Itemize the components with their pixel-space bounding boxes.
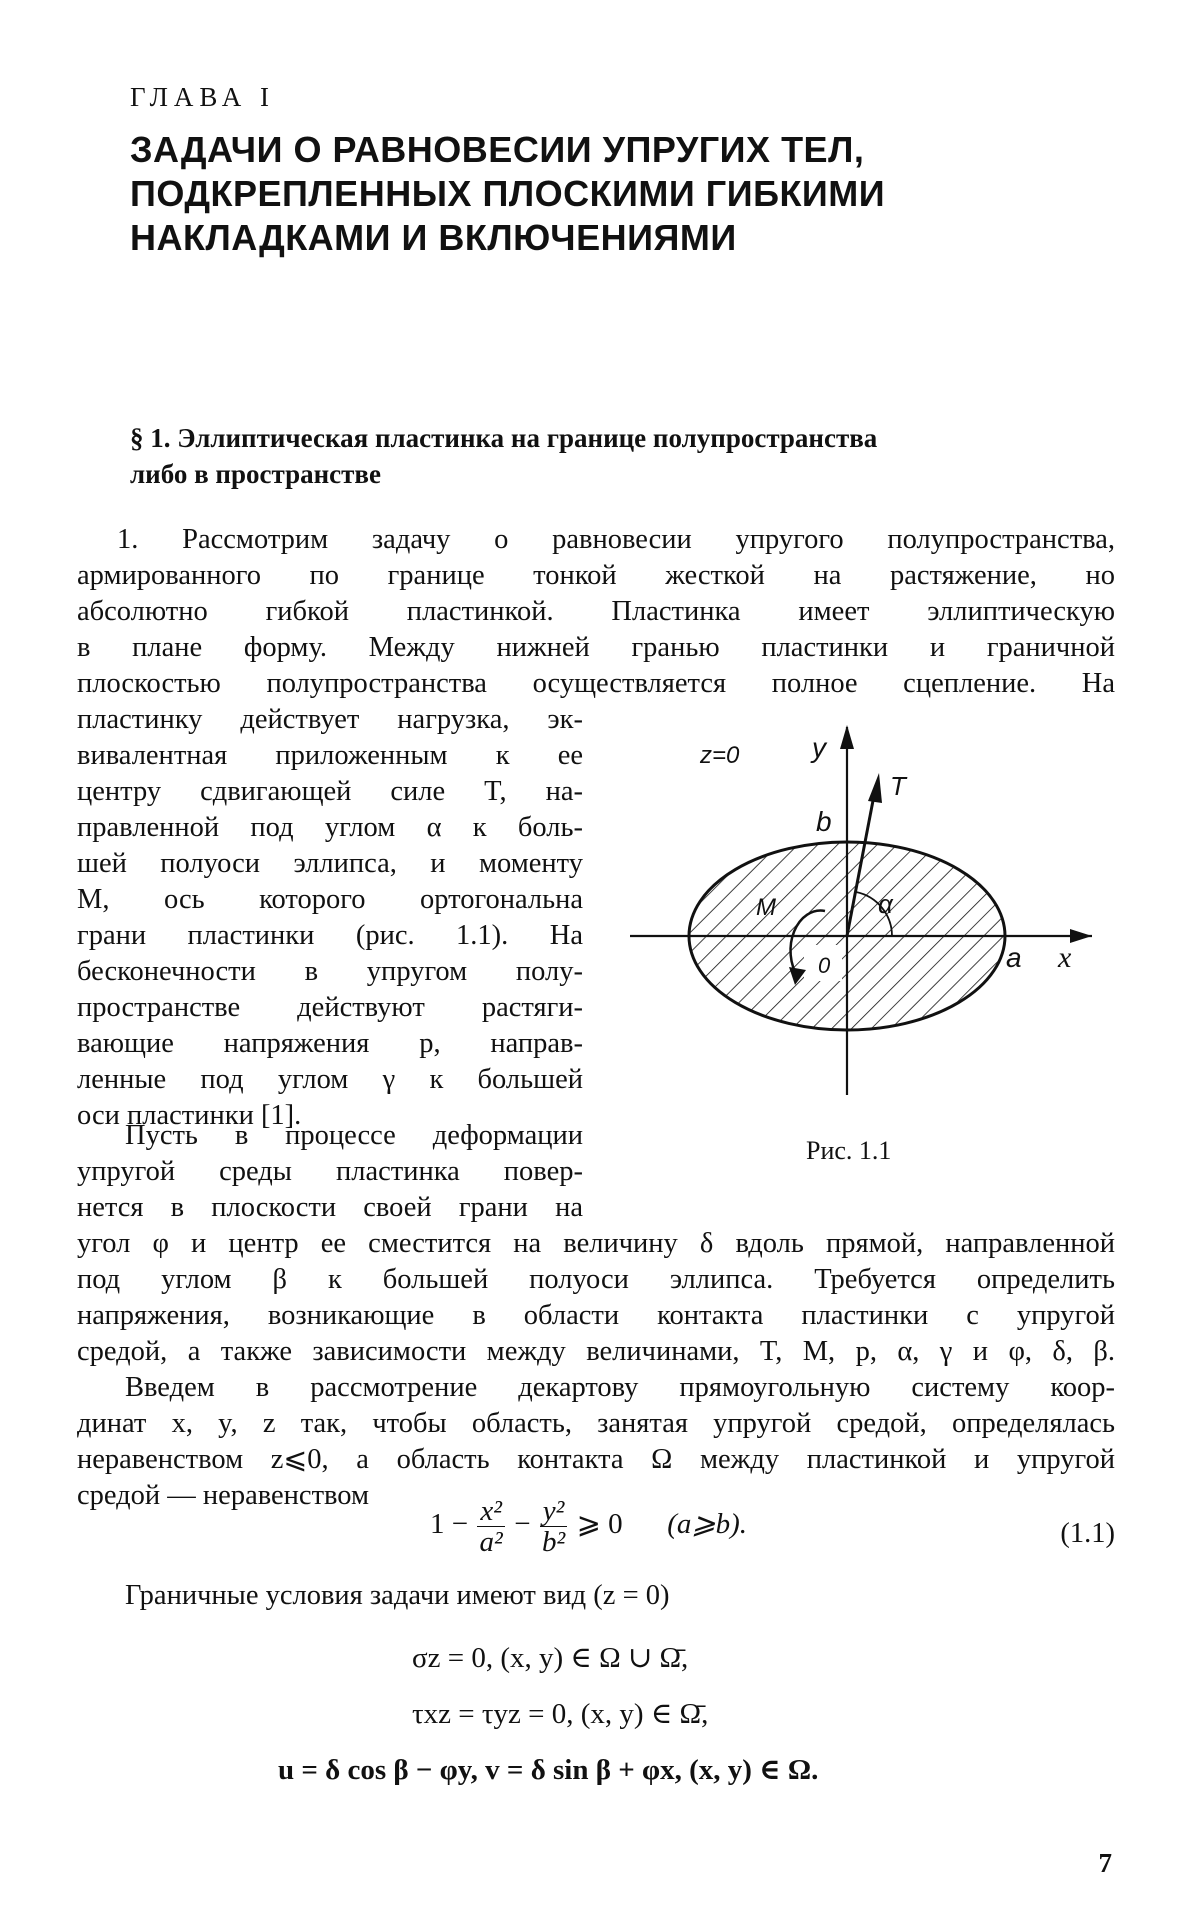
text-line: Пусть в процессе деформации	[125, 1120, 583, 1151]
text-line: грани пластинки (рис. 1.1). На	[77, 920, 583, 951]
text-line: правленной под углом α к боль-	[77, 812, 583, 843]
b-label: b	[816, 806, 832, 837]
force-T-arrowhead	[868, 773, 882, 803]
text-line: пространстве действуют растяги-	[77, 992, 583, 1023]
text-line: пластинку действует нагрузка, эк-	[77, 704, 583, 735]
text-line: M, ось которого ортогональна	[77, 884, 583, 915]
x-axis-label: x	[1058, 941, 1072, 974]
text-line: напряжения, возникающие в области контакта пластинки с упругой	[77, 1300, 1115, 1331]
x-axis-arrow	[1070, 929, 1092, 943]
text-line: вающие напряжения p, направ-	[77, 1028, 583, 1059]
text-line: неравенством z⩽0, а область контакта Ω между пластинкой и упругой	[77, 1444, 1115, 1475]
page-number: 7	[1098, 1848, 1112, 1878]
section-heading	[130, 420, 1130, 492]
y-axis-label: y	[812, 732, 826, 763]
text-line: центру сдвигающей силе T, на-	[77, 776, 583, 807]
fraction-denominator: a²	[479, 1526, 503, 1558]
eq-condition: (a⩾b).	[667, 1508, 748, 1541]
eq-relation: ⩾ 0	[576, 1508, 623, 1541]
text-line: шей полуоси эллипса, и моменту	[77, 848, 583, 879]
text-line: бесконечности в упругом полу-	[77, 956, 583, 987]
fraction-numerator: y²	[540, 1496, 568, 1527]
boundary-conditions-intro: Граничные условия задачи имеют вид (z = 0)	[125, 1580, 670, 1611]
section-heading-line: § 1. Эллиптическая пластинка на границе полупространства	[130, 423, 878, 453]
boundary-eq-1-text: σz = 0, (x, y) ∈ Ω ∪ Ω̄,	[412, 1642, 689, 1674]
fraction-denominator: b²	[541, 1526, 566, 1558]
text-line: угол φ и центр ее сместится на величину δ вдоль прямой, направленной	[77, 1228, 1115, 1259]
paragraph-2-narrow	[77, 1118, 583, 1226]
fraction-x-over-a	[477, 1496, 505, 1557]
text-line: в плане форму. Между нижней гранью пластинки и граничной	[77, 632, 1115, 663]
text-line: под углом β к большей полуоси эллипса. Требуется определить	[77, 1264, 1115, 1295]
paragraph-1-wide	[77, 522, 1115, 702]
origin-label: 0	[818, 953, 831, 978]
text-line: средой, а также зависимости между величинами, T, M, p, α, γ и φ, δ, β.	[77, 1336, 1115, 1367]
ellipse-diagram	[630, 715, 1100, 1155]
a-label: a	[1006, 942, 1022, 973]
M-label: M	[756, 894, 776, 921]
fraction-numerator: x²	[477, 1496, 505, 1527]
section-heading-line: либо в пространстве	[130, 459, 381, 489]
text-line: армированного по границе тонкой жесткой на растяжение, но	[77, 560, 1115, 591]
text-line: ленные под углом γ к большей	[77, 1064, 583, 1095]
text-line: плоскостью полупространства осуществляется полное сцепление. На	[77, 668, 1115, 699]
paragraph-1-narrow	[77, 702, 583, 1134]
text-line: нется в плоскости своей грани на	[77, 1192, 583, 1223]
text-line: динат x, y, z так, чтобы область, занятая упругой средой, определялась	[77, 1408, 1115, 1439]
chapter-title-line: ПОДКРЕПЛЕННЫХ ПЛОСКИМИ ГИБКИМИ	[130, 173, 886, 214]
paragraph-2-wide	[77, 1226, 1115, 1370]
chapter-title-line: НАКЛАДКАМИ И ВКЛЮЧЕНИЯМИ	[130, 217, 737, 258]
eq-lead: 1 −	[430, 1508, 469, 1541]
text-line: средой — неравенством	[77, 1480, 370, 1511]
text-line: Введем в рассмотрение декартову прямоугольную систему коор-	[125, 1372, 1115, 1403]
boundary-eq-3-text: u = δ cos β − φy, v = δ sin β + φx, (x, y) ∈ Ω.	[278, 1754, 819, 1786]
chapter-title	[130, 128, 1030, 260]
T-label: T	[890, 771, 906, 801]
alpha-label: α	[878, 889, 893, 919]
text-line: вивалентная приложенным к ее	[77, 740, 583, 771]
chapter-title-line: ЗАДАЧИ О РАВНОВЕСИИ УПРУГИХ ТЕЛ,	[130, 129, 865, 170]
text-line: упругой среды пластинка повер-	[77, 1156, 583, 1187]
text-line: абсолютно гибкой пластинкой. Пластинка имеет эллиптическую	[77, 596, 1115, 627]
figure-1-1	[630, 715, 1100, 1155]
y-axis-arrow	[840, 725, 854, 749]
plane-label: z=0	[700, 742, 740, 769]
paragraph-3	[77, 1370, 1115, 1514]
text-line: оси пластинки [1].	[77, 1100, 302, 1131]
fraction-y-over-b	[540, 1496, 568, 1557]
equation-number: (1.1)	[1060, 1518, 1115, 1549]
chapter-label: ГЛАВА I	[130, 82, 275, 112]
text-line: 1. Рассмотрим задачу о равновесии упругого полупространства,	[117, 524, 1115, 555]
eq-minus: −	[514, 1508, 531, 1541]
figure-caption: Рис. 1.1	[806, 1136, 892, 1165]
boundary-eq-2-text: τxz = τyz = 0, (x, y) ∈ Ω̄,	[412, 1698, 709, 1730]
